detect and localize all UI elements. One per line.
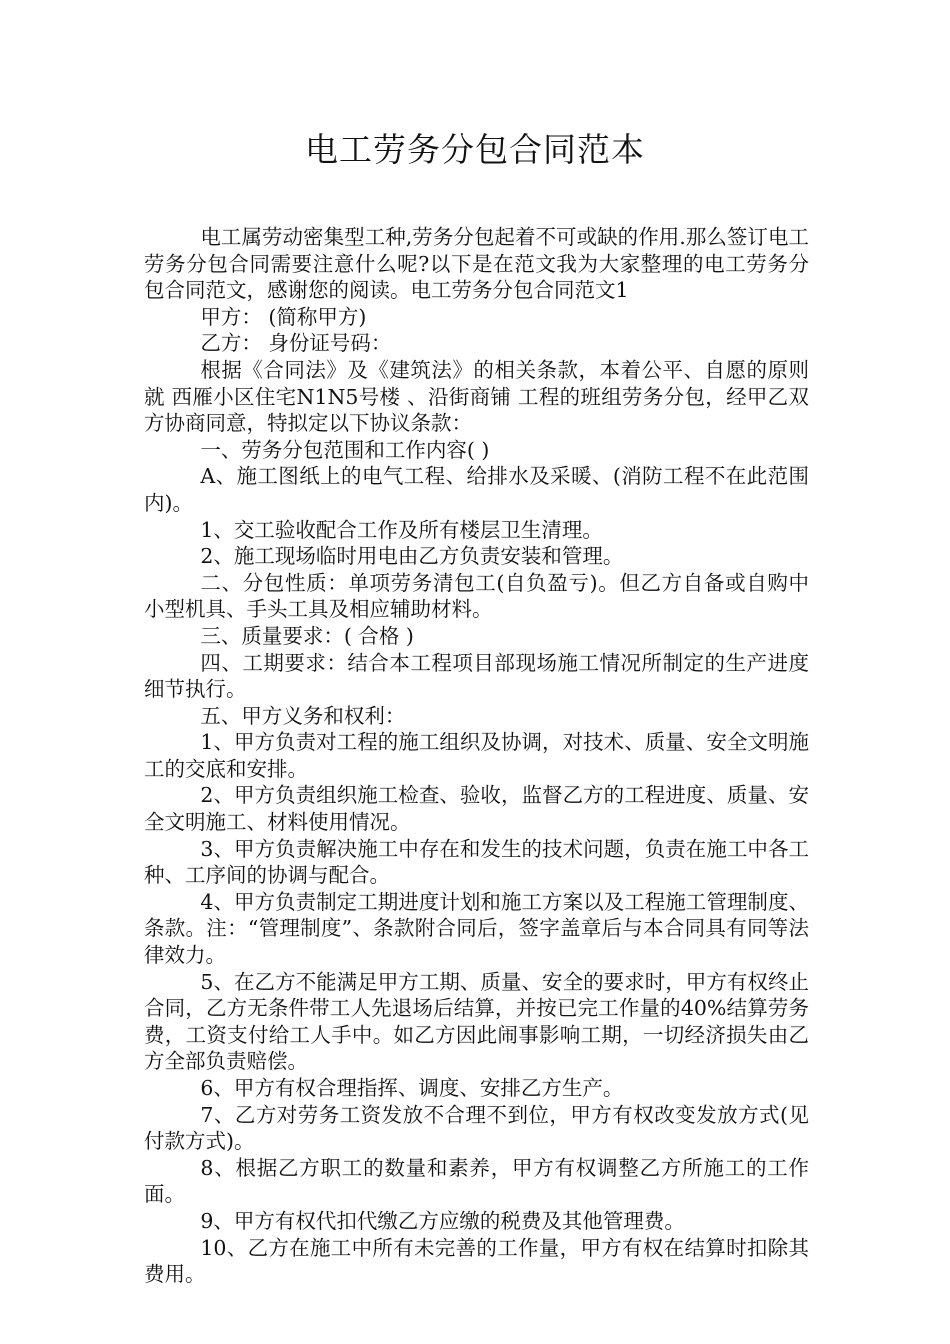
paragraph-section-4: 四、工期要求：结合本工程项目部现场施工情况所制定的生产进度细节执行。	[144, 650, 809, 702]
paragraph-item: 9、甲方有权代扣代缴乙方应缴的税费及其他管理费。	[200, 1208, 685, 1233]
paragraph-basis: 根据《合同法》及《建筑法》的相关条款，本着公平、自愿的原则就 西雁小区住宅N1N5号楼 、沿街商铺 工程的班组劳务分包，经甲乙双方协商同意，特拟定以下协议条款：	[144, 357, 809, 436]
paragraph-item: 3、甲方负责解决施工中存在和发生的技术问题，负责在施工中各工种、工序间的协调与配合。	[144, 836, 809, 888]
paragraph-item: 5、在乙方不能满足甲方工期、质量、安全的要求时，甲方有权终止合同，乙方无条件带工人先退场后结算，并按已完工作量的40%结算劳务费，工资支付给工人手中。如乙方因此闹事影响工期，一切经济损失由乙方全部负责赔偿。	[144, 969, 809, 1074]
paragraph-item: 8、根据乙方职工的数量和素养，甲方有权调整乙方所施工的工作面。	[144, 1155, 809, 1207]
document-body	[144, 224, 809, 1288]
paragraph-party-a: 甲方： (简称甲方)	[200, 304, 367, 329]
paragraph-item: 4、甲方负责制定工期进度计划和施工方案以及工程施工管理制度、条款。注：“管理制度”、条款附合同后，签字盖章后与本合同具有同等法律效力。	[144, 889, 809, 968]
paragraph-item: 2、甲方负责组织施工检查、验收，监督乙方的工程进度、质量、安全文明施工、材料使用情况。	[144, 783, 809, 835]
paragraph-intro: 电工属劳动密集型工种,劳务分包起着不可或缺的作用.那么签订电工劳务分包合同需要注意什么呢?以下是在范文我为大家整理的电工劳务分包合同范文，感谢您的阅读。电工劳务分包合同范文1	[144, 225, 809, 303]
paragraph-item: 1、交工验收配合工作及所有楼层卫生清理。	[200, 517, 603, 542]
paragraph-item: 6、甲方有权合理指挥、调度、安排乙方生产。	[200, 1076, 624, 1100]
paragraph-party-b: 乙方： 身份证号码：	[200, 331, 392, 356]
paragraph-section-1: 一、劳务分包范围和工作内容( )	[200, 437, 490, 462]
paragraph-item: 7、乙方对劳务工资发放不合理不到位，甲方有权改变发放方式(见付款方式)。	[144, 1102, 809, 1154]
paragraph-section-3: 三、质量要求：( 合格 )	[200, 623, 414, 648]
paragraph-section-2: 二、分包性质：单项劳务清包工(自负盈亏)。但乙方自备或自购中小型机具、手头工具及相应辅助材料。	[144, 570, 809, 622]
paragraph-item: 2、施工现场临时用电由乙方负责安装和管理。	[200, 544, 624, 569]
paragraph-item: 10、乙方在施工中所有未完善的工作量，甲方有权在结算时扣除其费用。	[144, 1235, 809, 1287]
document-title: 电工劳务分包合同范本	[305, 130, 645, 169]
paragraph-item-a: A、施工图纸上的电气工程、给排水及采暖、(消防工程不在此范围内)。	[144, 464, 809, 515]
paragraph-section-5: 五、甲方义务和权利：	[200, 703, 406, 728]
paragraph-item: 1、甲方负责对工程的施工组织及协调，对技术、质量、安全文明施工的交底和安排。	[144, 730, 809, 781]
